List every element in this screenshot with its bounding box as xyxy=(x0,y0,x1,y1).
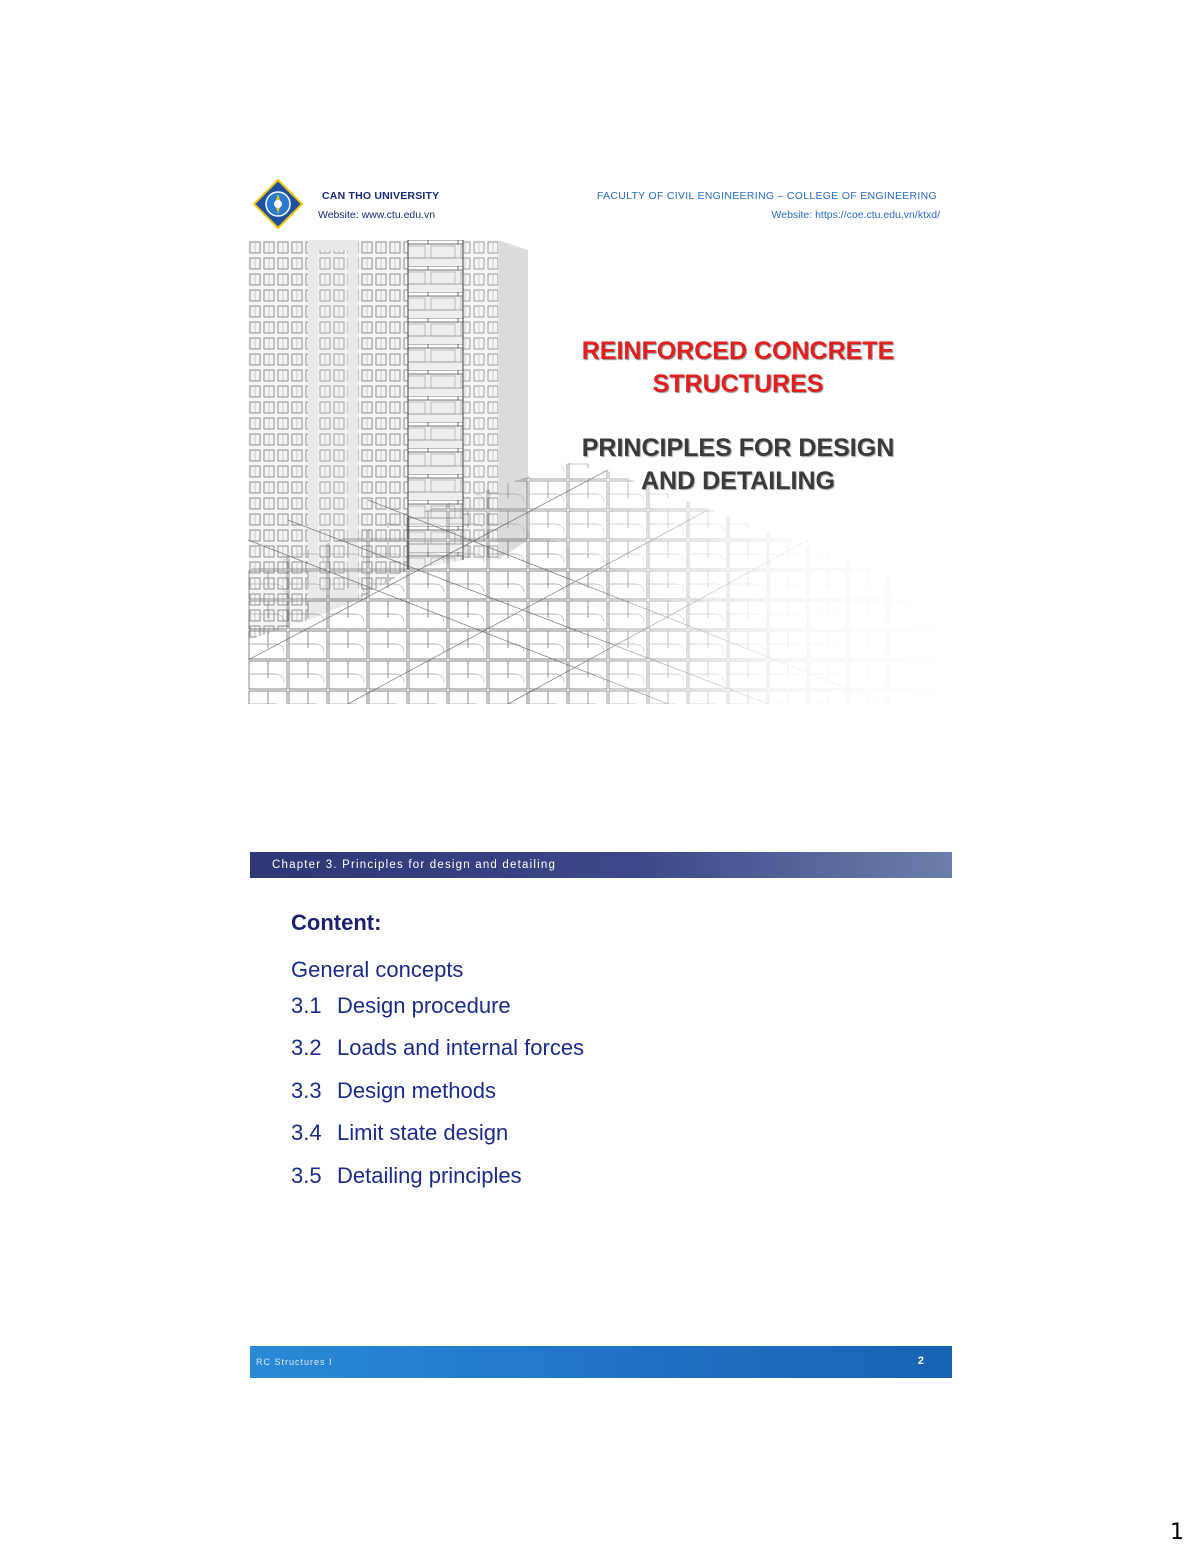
item-label: Design methods xyxy=(337,1077,496,1103)
slide-header xyxy=(248,172,952,240)
title-slide xyxy=(248,172,952,704)
list-item xyxy=(291,1120,584,1162)
title-line-1: REINFORCED CONCRETE xyxy=(581,337,895,365)
list-item xyxy=(291,1078,584,1120)
page-number: 1 xyxy=(1170,1520,1184,1545)
footer-course-name: RC Structures I xyxy=(256,1357,333,1367)
item-label: Loads and internal forces xyxy=(337,1035,585,1061)
content-heading: Content: xyxy=(291,910,382,935)
list-item xyxy=(291,993,584,1035)
item-number: 3.5 xyxy=(291,1162,322,1188)
item-label: Limit state design xyxy=(337,1120,509,1146)
list-item xyxy=(291,1035,584,1077)
item-number: 3.1 xyxy=(291,993,322,1018)
item-number: 3.4 xyxy=(291,1120,322,1146)
item-number: 3.2 xyxy=(291,1035,322,1061)
content-list xyxy=(291,993,584,1205)
footer-slide-number: 2 xyxy=(917,1355,924,1367)
subtitle-line-2: AND DETAILING xyxy=(641,467,835,495)
slide-title xyxy=(548,335,928,401)
university-website: Website: www.ctu.edu.vn xyxy=(318,209,436,221)
slide-subtitle xyxy=(548,432,928,498)
university-name: CAN THO UNIVERSITY xyxy=(322,190,440,202)
chapter-title: Chapter 3. Principles for design and detailing xyxy=(272,859,557,871)
item-number: 3.3 xyxy=(291,1077,322,1103)
faculty-name: FACULTY OF CIVIL ENGINEERING – COLLEGE OF ENGINEERING xyxy=(596,190,937,202)
list-item xyxy=(291,1163,584,1205)
university-logo-icon xyxy=(253,179,303,229)
title-line-2: STRUCTURES xyxy=(652,370,824,398)
content-slide xyxy=(250,852,952,1378)
faculty-website: Website: https://coe.ctu.edu.vn/ktxd/ xyxy=(771,209,940,221)
item-label: Detailing principles xyxy=(337,1162,522,1188)
chapter-bar xyxy=(250,852,952,878)
subtitle-line-1: PRINCIPLES FOR DESIGN xyxy=(581,434,895,462)
item-label: Design procedure xyxy=(337,993,511,1018)
content-intro: General concepts xyxy=(291,957,464,982)
slide-footer xyxy=(250,1346,952,1378)
